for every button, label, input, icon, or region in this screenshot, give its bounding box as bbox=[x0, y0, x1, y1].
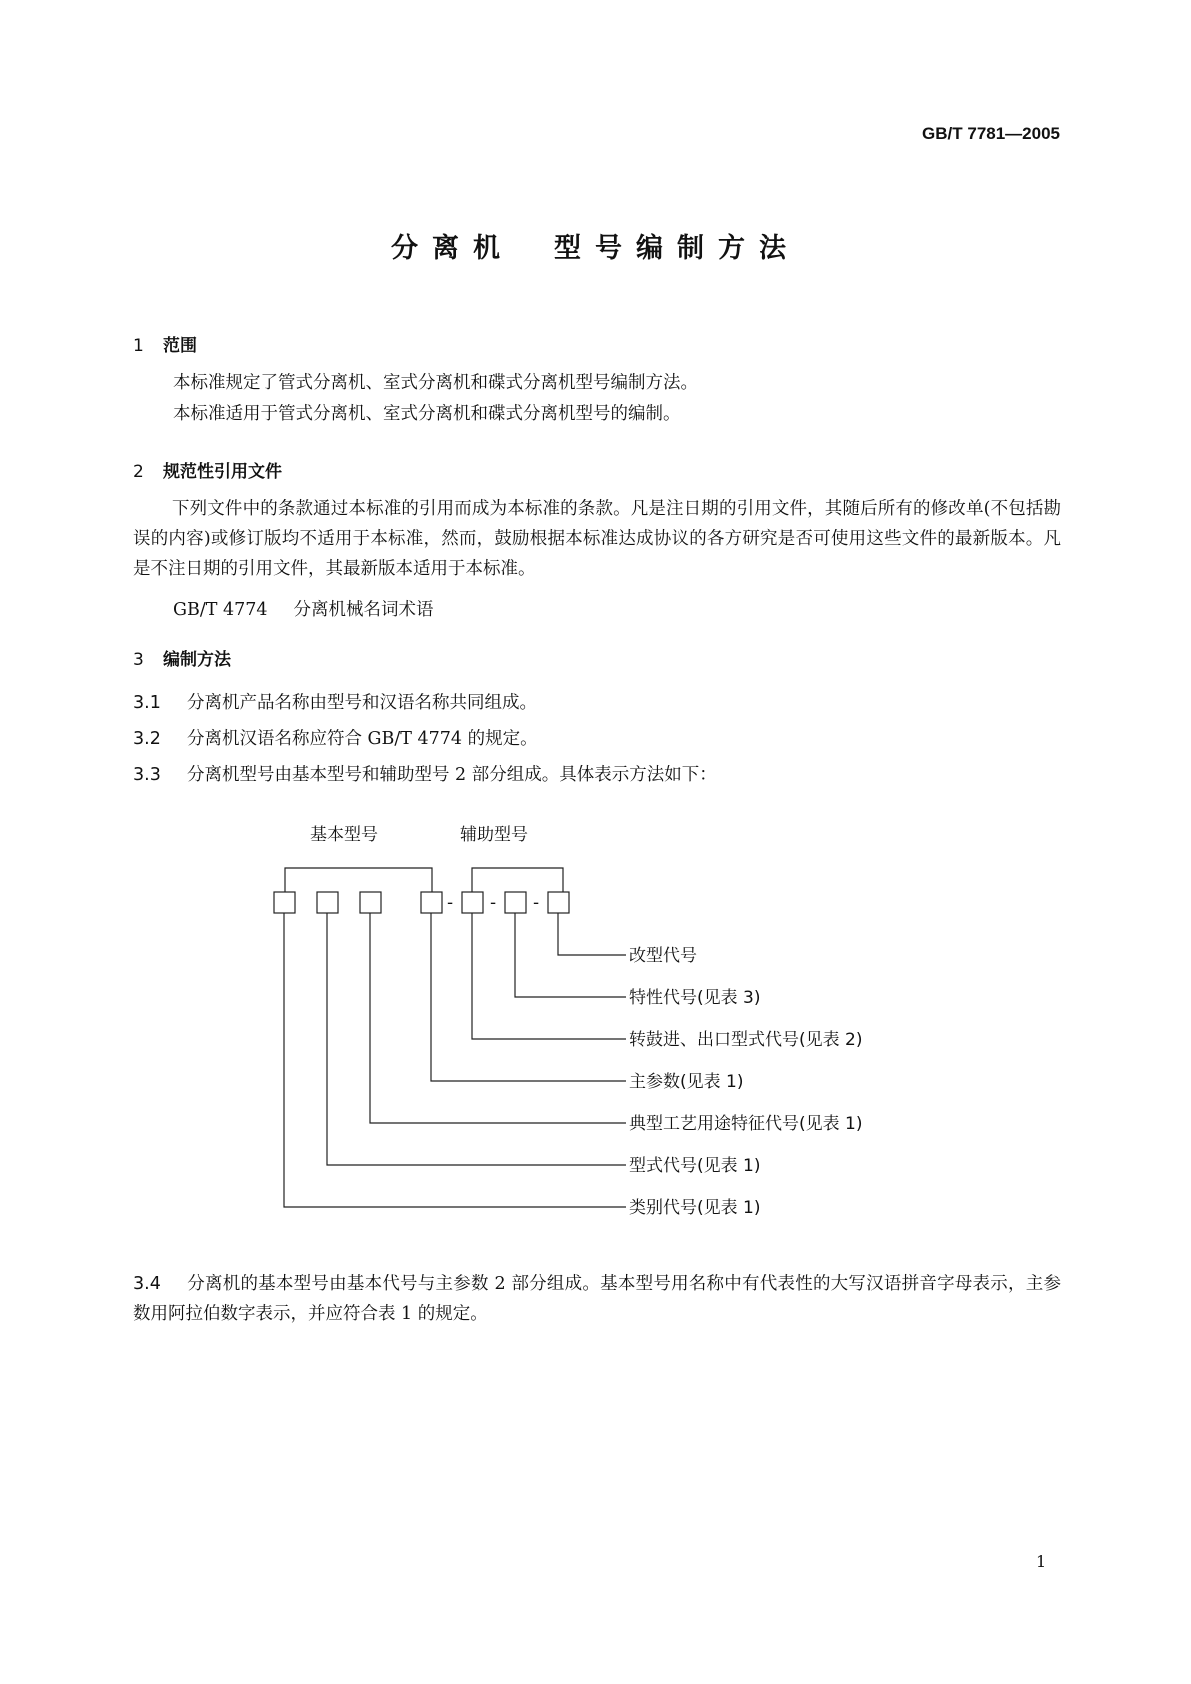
title-main: 分离机 bbox=[391, 233, 514, 264]
basic-model-bracket bbox=[285, 868, 432, 892]
reference-title: 分离机械名词术语 bbox=[293, 600, 434, 620]
code-box-7 bbox=[548, 892, 569, 913]
label-characteristic-code: 特性代号(见表 3) bbox=[629, 988, 761, 1008]
code-box-6 bbox=[505, 892, 526, 913]
code-box-3 bbox=[360, 892, 381, 913]
reference-code: GB/T 4774 bbox=[173, 600, 268, 620]
page-number: 1 bbox=[1036, 1552, 1047, 1571]
clause-3-1: 3.1 分离机产品名称由型号和汉语名称共同组成。 bbox=[133, 693, 537, 713]
section-2-heading: 2 规范性引用文件 bbox=[133, 462, 282, 482]
code-box-1 bbox=[274, 892, 295, 913]
leader-line-5 bbox=[370, 913, 626, 1123]
clause-3-3: 3.3 分离机型号由基本型号和辅助型号 2 部分组成。具体表示方法如下： bbox=[133, 765, 717, 785]
section-1-paragraph-1: 本标准规定了管式分离机、室式分离机和碟式分离机型号编制方法。 bbox=[173, 373, 698, 393]
standard-number: GB/T 7781—2005 bbox=[922, 124, 1060, 143]
code-box-2 bbox=[317, 892, 338, 913]
separator-1: - bbox=[447, 893, 454, 913]
leader-line-3 bbox=[472, 913, 626, 1039]
section-1-heading: 1 范围 bbox=[133, 336, 197, 356]
code-box-4 bbox=[421, 892, 442, 913]
group-label-aux: 辅助型号 bbox=[460, 825, 528, 845]
label-drum-inlet-outlet-code: 转鼓进、出口型式代号(见表 2) bbox=[629, 1030, 863, 1050]
label-typical-process-code: 典型工艺用途特征代号(见表 1) bbox=[629, 1114, 863, 1134]
group-label-basic: 基本型号 bbox=[310, 825, 378, 845]
title-sub: 型号编制方法 bbox=[554, 233, 800, 264]
label-type-code: 型式代号(见表 1) bbox=[629, 1156, 761, 1176]
section-2-paragraph: 下列文件中的条款通过本标准的引用而成为本标准的条款。凡是注日期的引用文件，其随后所有的修改单(不包括勘误的内容)或修订版均不适用于本标准，然而，鼓励根据本标准达成协议的各方研究是否可使用这些文件的最新版本。凡是不注日期的引用文件，其最新版本适用于本标准。 bbox=[133, 499, 1061, 579]
label-modification-code: 改型代号 bbox=[629, 946, 697, 966]
label-category-code: 类别代号(见表 1) bbox=[629, 1198, 761, 1218]
code-box-5 bbox=[462, 892, 483, 913]
separator-2: - bbox=[490, 893, 497, 913]
clause-3-2: 3.2 分离机汉语名称应符合 GB/T 4774 的规定。 bbox=[133, 729, 538, 749]
section-3-heading: 3 编制方法 bbox=[133, 650, 231, 670]
clause-3-4: 3.4 分离机的基本型号由基本代号与主参数 2 部分组成。基本型号用名称中有代表性的大写汉语拼音字母表示，主参数用阿拉伯数字表示，并应符合表 1 的规定。 bbox=[133, 1274, 1061, 1324]
label-main-parameter: 主参数(见表 1) bbox=[629, 1072, 744, 1092]
section-1-paragraph-2: 本标准适用于管式分离机、室式分离机和碟式分离机型号的编制。 bbox=[173, 404, 681, 424]
leader-line-1 bbox=[558, 913, 626, 955]
leader-line-7 bbox=[284, 913, 626, 1207]
aux-model-bracket bbox=[472, 868, 563, 892]
separator-3: - bbox=[533, 893, 540, 913]
